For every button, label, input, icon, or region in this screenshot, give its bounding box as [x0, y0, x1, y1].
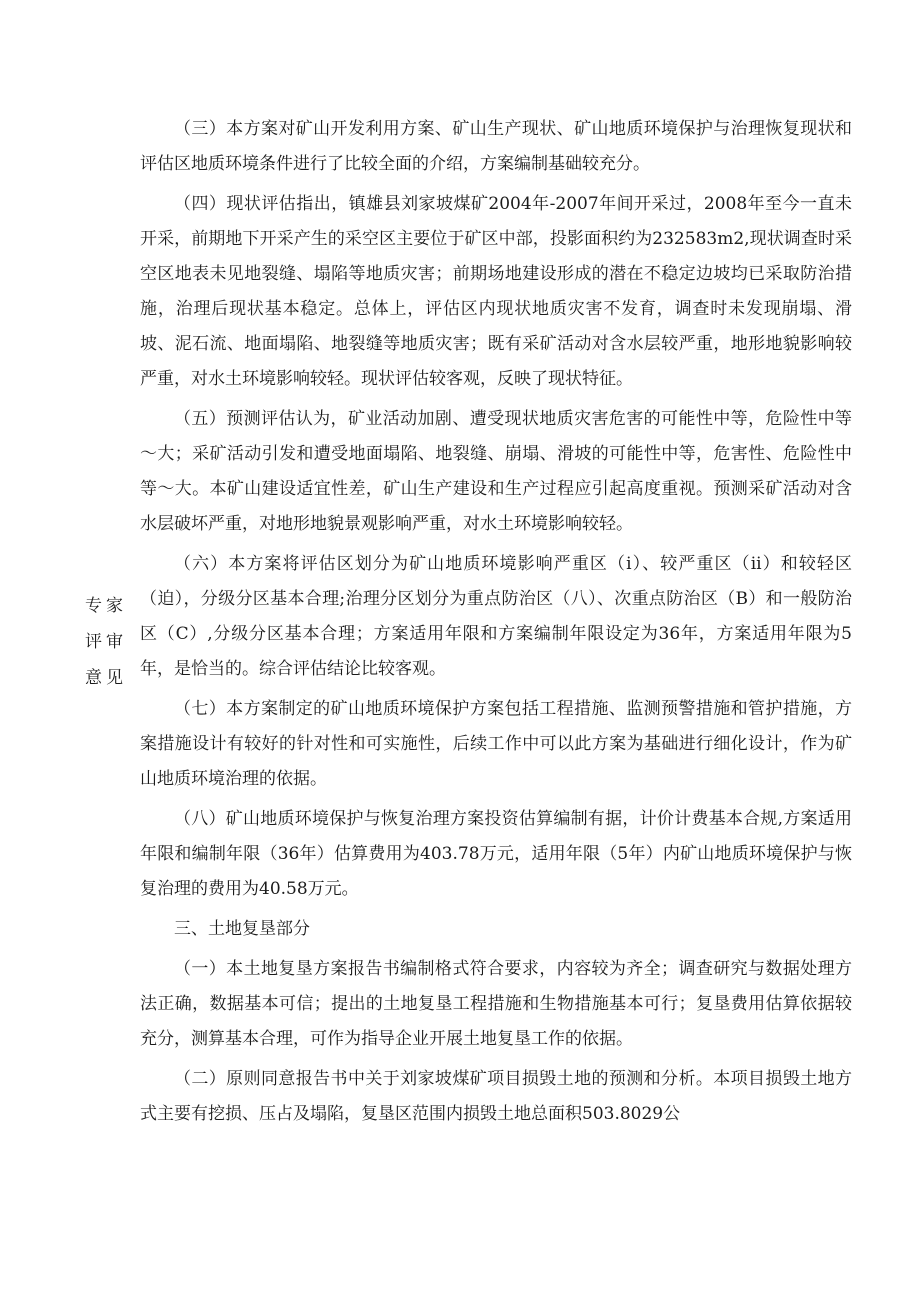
paragraph-3: （三）本方案对矿山开发利用方案、矿山生产现状、矿山地质环境保护与治理恢复现状和评估区地质环境条件进行了比较全面的介绍，方案编制基础较充分。	[140, 119, 852, 174]
paragraph-land-2: （二）原则同意报告书中关于刘家坡煤矿项目损毁土地的预测和分析。本项目损毁土地方式主要有挖损、压占及塌陷，复垦区范围内损毁土地总面积503.8029公	[140, 1069, 852, 1124]
side-label-line-3: 意见	[85, 668, 127, 688]
expert-review-label	[78, 588, 134, 696]
document-body	[140, 112, 852, 1137]
paragraph-8: （八）矿山地质环境保护与恢复治理方案投资估算编制有据，计价计费基本合规,方案适用年限和编制年限（36年）估算费用为403.78万元，适用年限（5年）内矿山地质环境保护与恢复治理的费用为40.58万元。	[140, 809, 852, 899]
paragraph-5: （五）预测评估认为，矿业活动加剧、遭受现状地质灾害危害的可能性中等，危险性中等～大；采矿活动引发和遭受地面塌陷、地裂缝、崩塌、滑坡的可能性中等，危害性、危险性中等～大。本矿山建设适宜性差，矿山生产建设和生产过程应引起高度重视。预测采矿活动对含水层破坏严重，对地形地貌景观影响严重，对水土环境影响较轻。	[140, 409, 852, 534]
side-label-line-1: 专家	[85, 596, 127, 616]
paragraph-land-1: （一）本土地复垦方案报告书编制格式符合要求，内容较为齐全；调查研究与数据处理方法正确，数据基本可信；提出的土地复垦工程措施和生物措施基本可行；复垦费用估算依据较充分，测算基本合理，可作为指导企业开展土地复垦工作的依据。	[140, 959, 852, 1049]
paragraph-4: （四）现状评估指出，镇雄县刘家坡煤矿2004年-2007年间开采过，2008年至今一直未开采，前期地下开采产生的采空区主要位于矿区中部，投影面积约为232583m2,现状调查时采空区地表未见地裂缝、塌陷等地质灾害；前期场地建设形成的潜在不稳定边坡均已采取防治措施，治理后现状基本稳定。总体上，评估区内现状地质灾害不发育，调查时未发现崩塌、滑坡、泥石流、地面塌陷、地裂缝等地质灾害；既有采矿活动对含水层较严重，地形地貌影响较严重，对水土环境影响较轻。现状评估较客观，反映了现状特征。	[140, 194, 852, 389]
section-heading-land-reclamation: 三、土地复垦部分	[174, 919, 310, 939]
paragraph-7: （七）本方案制定的矿山地质环境保护方案包括工程措施、监测预警措施和管护措施，方案措施设计有较好的针对性和可实施性，后续工作中可以此方案为基础进行细化设计，作为矿山地质环境治理的依据。	[140, 699, 852, 789]
paragraph-6: （六）本方案将评估区划分为矿山地质环境影响严重区（i）、较严重区（ii）和较轻区（迫），分级分区基本合理;治理分区划分为重点防治区（八）、次重点防治区（B）和一般防治区（C）,分级分区基本合理；方案适用年限和方案编制年限设定为36年，方案适用年限为5年，是恰当的。综合评估结论比较客观。	[140, 554, 852, 679]
side-label-line-2: 评审	[85, 632, 127, 652]
